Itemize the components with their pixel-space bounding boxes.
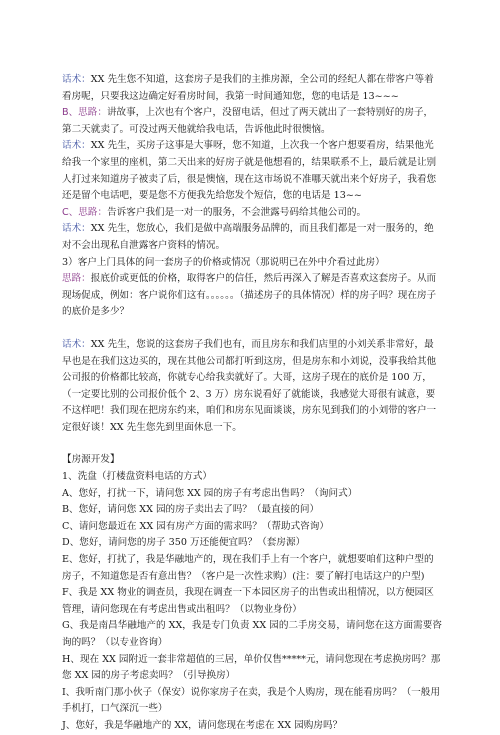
list-item: D、您好，请问您的房子 350 万还能便宜吗？（套房源） [62,537,306,549]
paragraph-text: 讲故事，上次也有个客户，没留电话，但过了两天就出了一套特别好的房子，第二天就卖了。可没过两天他就给我电话，告诉他此时很懊恼。 [62,107,434,135]
section-price-inquiry [62,337,442,437]
paragraph [62,255,442,272]
paragraph-text: XX 先生，买房子这事是大事呀，您不知道，上次我一个客户想要看房，结果他光给我一个家里的座机，第二天出来的好房子就是他想看的，结果联系不上，最后就是让别人打过来知道房子被卖了后，很是懊恼，现在这市场说不准哪天就出来个好房子，我看您还是留个电话吧，要是您不方便我先给您发个短信，您的电话是 13~~ [62,140,437,202]
list-item: E、您好，打扰了，我是华融地产的，现在我们手上有一个客户，就想要咱们这种户型的房子，不知道您是否有意出售？（客户是一次性求购）(注：要了解打电话这户的户型) [62,554,434,582]
list-item: 1、洗盘（打楼盘资料电话的方式） [62,471,213,483]
list-item: C、请问您最近在 XX 园有房产方面的需求吗？（帮助式咨询） [62,520,329,532]
speaker-label: 话术： [62,338,91,350]
paragraph [62,105,442,138]
list-item: G、我是南昌华融地产的 XX，我是专门负责 XX 园的二手房交易，请问您在这方面需要咨询的吗？（以专业咨询） [62,620,442,648]
paragraph-text: XX 先生，您说的这套房子我们也有，而且房东和我们店里的小刘关系非常好，最早也是在我们这边买的，现在其他公司都打听到这房，但是房东和小刘说，没事我给其他公司报的价格都比较高，你就专心给我卖就好了。大哥，这房子现在的底价是 100 万，（一定要比别的公司报价低个 2、3 万）房东说看好了就能谈，我感觉大哥很有诚意，要不这样吧！我们现在把房东约来，咱们和房东见面谈谈，房东见到我们的小刘带的客户一定很好谈！XX 先生您先到里面休息一下。 [62,338,437,433]
list-item: A、您好，打扰一下，请问您 XX 园的房子有考虑出售吗？（询问式） [62,487,358,499]
paragraph-text: XX 先生，您放心，我们是做中高端服务品牌的，而且我们都是一对一服务的，绝对不会出现私自泄露客户资料的情况。 [62,223,434,251]
document-page [62,72,442,735]
section-title: 【房源开发】 [62,454,120,466]
speaker-label: 思路： [62,273,91,285]
paragraph [62,72,442,105]
list-item: B、您好，请问您 XX 园的房子卖出去了吗？（最直接的问） [62,504,320,516]
list-item: J、您好，我是华融地产的 XX，请问您现在考虑在 XX 园购房吗？ [62,719,343,731]
list-item: F、我是 XX 物业的调查员，我现在调查一下本园区房子的出售或出租情况，以方便园区管理，请问您现在有考虑出售或出租吗？（以物业身份） [62,587,434,615]
paragraph [62,337,442,437]
paragraph [62,271,442,321]
section-listing-development [62,469,442,735]
spacer [62,321,442,337]
speaker-label: 话术： [62,74,91,85]
list-item: I、我听南门那小伙子（保安）说你家房子在卖，我是个人购房，现在能看房吗？（一般用手机打，口气深沉一些） [62,686,440,715]
paragraph [62,205,442,222]
speaker-label: B、思路： [62,107,107,119]
section-objection-handling [62,72,442,321]
list-item: H、现在 XX 园附近一套非常超值的三居，单价仅售*****元，请问您现在考虑换房吗？那您 XX 园的房子考虑卖吗？（引导换房） [62,653,441,682]
spacer [62,436,442,452]
paragraph [62,138,442,204]
speaker-label: 话术： [62,140,91,152]
paragraph-text: 告诉客户我们是一对一的服务，不会泄露号码给其他公司的。 [107,206,367,218]
paragraph-text: 3）客户上门具体的问一套房子的价格或情况（那说明已在外中介看过此房） [62,256,385,268]
speaker-label: 话术： [62,223,91,235]
paragraph-text: 报底价或更低的价格，取得客户的信任，然后再深入了解是否喜欢这套房子。从而现场促成，例如：客户说你们这有。。。。。。（描述房子的具体情况）样的房子吗？现在房子的底价是多少？ [62,273,437,318]
paragraph-text: XX 先生您不知道，这套房子是我们的主推房源，全公司的经纪人都在带客户等着看房呢，只要我这边确定好看房时间，我第一时间通知您，您的电话是 13~~~ [62,74,434,102]
speaker-label: C、思路： [62,206,108,218]
paragraph [62,221,442,254]
